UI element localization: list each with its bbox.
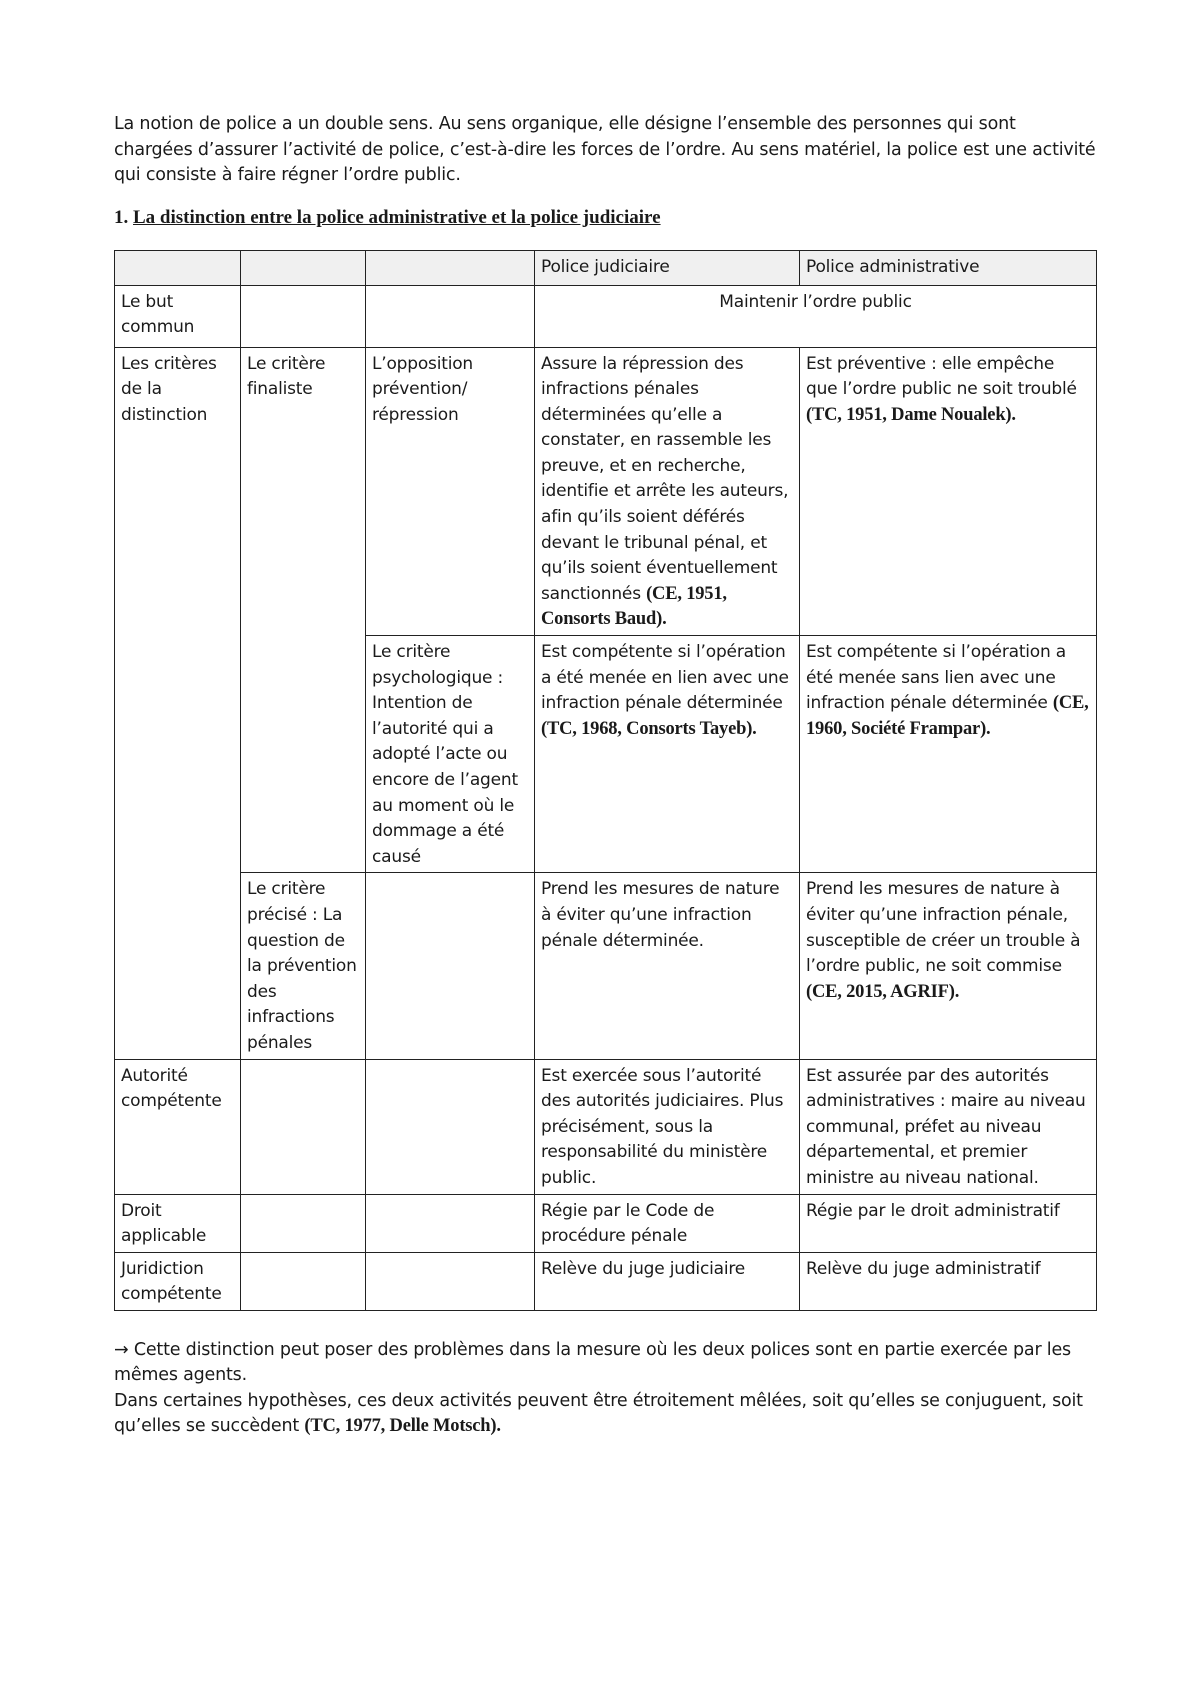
- table-row-opposition: [115, 347, 1097, 636]
- cell-text: Est compétente si l’opération a été menée en lien avec une infraction pénale déterminée: [541, 642, 789, 714]
- case-reference: (TC, 1951, Dame Noualek).: [806, 404, 1016, 425]
- case-reference: (CE, 1960, Société Frampar).: [806, 693, 1089, 739]
- empty-cell: [366, 285, 535, 347]
- empty-cell: [366, 1252, 535, 1310]
- empty-cell: [366, 1194, 535, 1252]
- section-title: La distinction entre la police administrative et la police judiciaire: [133, 206, 661, 228]
- conclusion-line: [114, 1389, 1096, 1440]
- cell-judiciaire: Prend les mesures de nature à éviter qu’une infraction pénale déterminée.: [535, 873, 800, 1059]
- comparison-table: [114, 250, 1097, 1311]
- empty-cell: [366, 873, 535, 1059]
- row-label: Autorité compétente: [115, 1059, 241, 1194]
- cell-administrative: Est assurée par des autorités administratives : maire au niveau communal, préfet au niveau départemental, et premier ministre au niveau national.: [800, 1059, 1097, 1194]
- case-reference: (TC, 1968, Consorts Tayeb).: [541, 718, 757, 739]
- cell-administrative: [800, 873, 1097, 1059]
- cell-judiciaire: [535, 347, 800, 636]
- table-row-but-commun: [115, 285, 1097, 347]
- row-label: Juridiction compétente: [115, 1252, 241, 1310]
- empty-cell: [241, 1194, 366, 1252]
- table-row-droit: [115, 1194, 1097, 1252]
- row-label: Les critères de la distinction: [115, 347, 241, 1059]
- cell-judiciaire: Relève du juge judiciaire: [535, 1252, 800, 1310]
- row-label: Le but commun: [115, 285, 241, 347]
- table-header-row: [115, 250, 1097, 285]
- critere-label: Le critère finaliste: [241, 347, 366, 873]
- row-label: Droit applicable: [115, 1194, 241, 1252]
- case-reference: (TC, 1977, Delle Motsch).: [304, 1416, 501, 1437]
- sub-critere-label: Le critère psychologique : Intention de l’autorité qui a adopté l’acte ou encore de l’agent au moment où le dommage a été causé: [366, 636, 535, 873]
- cell-judiciaire: Régie par le Code de procédure pénale: [535, 1194, 800, 1252]
- but-commun-value: Maintenir l’ordre public: [535, 285, 1097, 347]
- empty-cell: [241, 1059, 366, 1194]
- section-heading: [114, 205, 1096, 231]
- empty-cell: [241, 285, 366, 347]
- cell-administrative: Relève du juge administratif: [800, 1252, 1097, 1310]
- header-police-judiciaire: Police judiciaire: [535, 250, 800, 285]
- sub-critere-label: L’opposition prévention/ répression: [366, 347, 535, 636]
- empty-cell: [241, 1252, 366, 1310]
- header-cell: [366, 250, 535, 285]
- empty-cell: [366, 1059, 535, 1194]
- cell-text: Dans certaines hypothèses, ces deux activités peuvent être étroitement mêlées, soit qu’elles se conjuguent, soit qu’elles se succèdent: [114, 1390, 1083, 1437]
- conclusion-line: → Cette distinction peut poser des problèmes dans la mesure où les deux polices sont en partie exercée par les mêmes agents.: [114, 1339, 1071, 1386]
- header-cell: [241, 250, 366, 285]
- cell-text: Est préventive : elle empêche que l’ordre public ne soit troublé: [806, 353, 1077, 400]
- section-number: 1.: [114, 206, 129, 228]
- case-reference: (CE, 2015, AGRIF).: [806, 981, 960, 1002]
- conclusion-block: [114, 1338, 1096, 1440]
- cell-text: Prend les mesures de nature à éviter qu’une infraction pénale, susceptible de créer un trouble à l’ordre public, ne soit commise: [806, 879, 1081, 977]
- cell-text: Est compétente si l’opération a été menée sans lien avec une infraction pénale déterminée: [806, 642, 1067, 714]
- table-row-juridiction: [115, 1252, 1097, 1310]
- header-cell: [115, 250, 241, 285]
- table-row-precise: [115, 873, 1097, 1059]
- document-page: [114, 112, 1096, 1440]
- cell-administrative: Régie par le droit administratif: [800, 1194, 1097, 1252]
- cell-judiciaire: Est exercée sous l’autorité des autorités judiciaires. Plus précisément, sous la responsabilité du ministère public.: [535, 1059, 800, 1194]
- cell-judiciaire: [535, 636, 800, 873]
- critere-label: Le critère précisé : La question de la prévention des infractions pénales: [241, 873, 366, 1059]
- intro-paragraph: La notion de police a un double sens. Au sens organique, elle désigne l’ensemble des personnes qui sont chargées d’assurer l’activité de police, c’est-à-dire les forces de l’ordre. Au sens matériel, la police est une activité qui consiste à faire régner l’ordre public.: [114, 114, 1096, 185]
- table-row-autorite: [115, 1059, 1097, 1194]
- cell-administrative: [800, 636, 1097, 873]
- cell-text: Assure la répression des infractions pénales déterminées qu’elle a constater, en rassemble les preuve, et en recherche, identifie et arrête les auteurs, afin qu’ils soient déférés devant le tribunal pénal, et qu’ils soient éventuellement sanctionnés: [541, 353, 789, 604]
- cell-administrative: [800, 347, 1097, 636]
- header-police-administrative: Police administrative: [800, 250, 1097, 285]
- case-reference: (CE, 1951, Consorts Baud).: [541, 583, 727, 630]
